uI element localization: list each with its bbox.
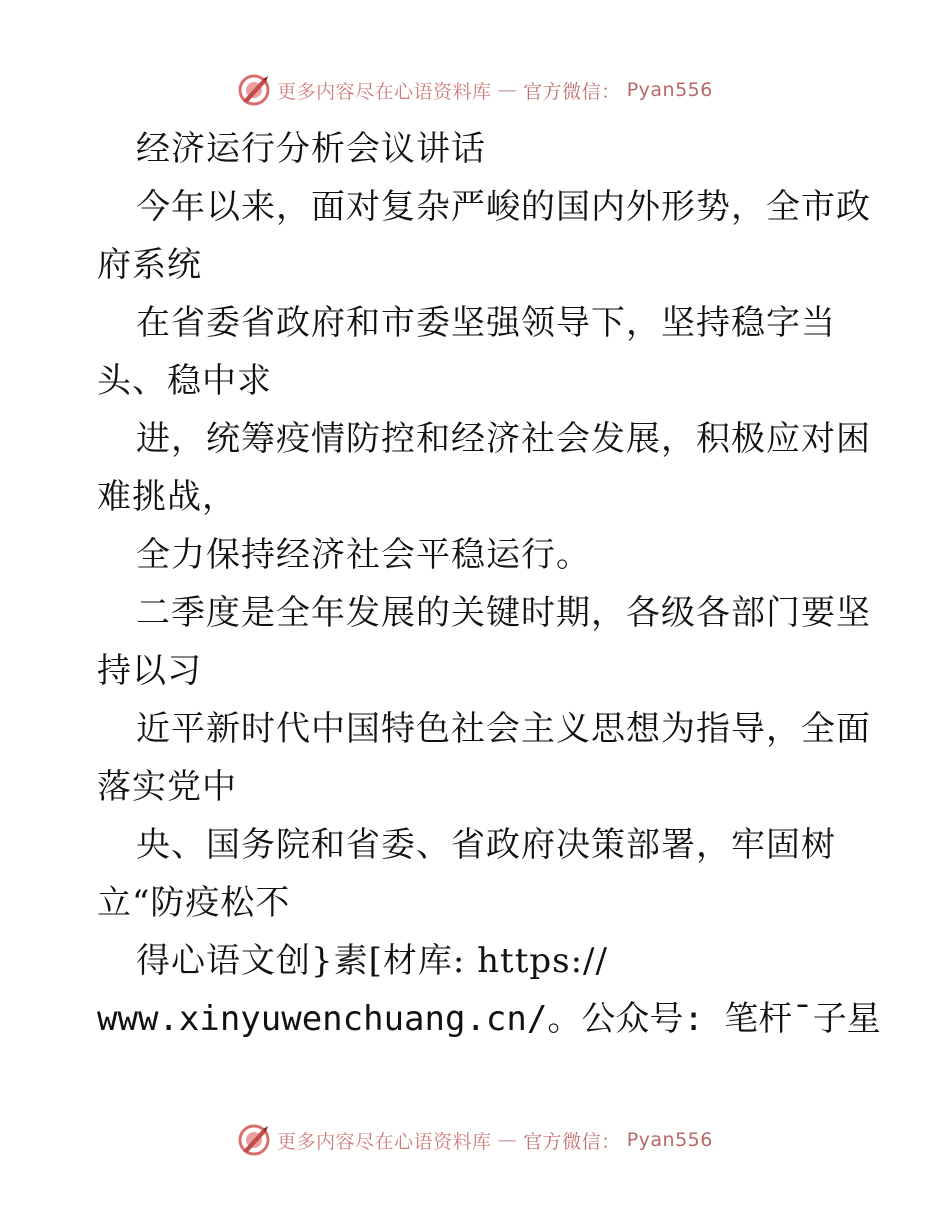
paragraph-line: 央、国务院和省委、省政府决策部署，牢固树 (136, 825, 836, 865)
quill-seal-icon (237, 73, 271, 107)
paragraph-line: 难挑战， (97, 477, 237, 517)
paragraph-line: 落实党中 (97, 767, 237, 807)
paragraph-line: 得心语文创}素[材库: https:// (136, 941, 608, 981)
watermark-contact-label: 官方微信： (523, 1130, 621, 1153)
watermark-main-text: 更多内容尽在心语资料库 (277, 80, 492, 103)
paragraph-line: 在省委省政府和市委坚强领导下，坚持稳字当 (136, 303, 836, 343)
watermark-contact-id: Pyan556 (626, 79, 713, 101)
paragraph-line: 今年以来，面对复杂严峻的国内外形势，全市政 (136, 187, 871, 227)
watermark-contact-label: 官方微信： (523, 80, 621, 103)
paragraph-line: 近平新时代中国特色社会主义思想为指导，全面 (136, 709, 871, 749)
paragraph-line: 进，统筹疫情防控和经济社会发展，积极应对困 (136, 419, 871, 459)
paragraph-line: www.xinyuwenchuang.cn/。公众号: 笔杆¯子星 (97, 999, 881, 1039)
document-title: 经济运行分析会议讲话 (136, 129, 486, 169)
paragraph-line: 府系统 (97, 245, 202, 285)
quill-seal-icon (237, 1123, 271, 1157)
paragraph-line: 二季度是全年发展的关键时期，各级各部门要坚 (136, 593, 871, 633)
paragraph-line: 持以习 (97, 651, 202, 691)
paragraph-line: 立“防疫松不 (97, 883, 291, 923)
header-watermark (0, 68, 950, 112)
watermark-contact-id: Pyan556 (626, 1129, 713, 1151)
watermark-separator: — (497, 1129, 518, 1151)
watermark-separator: — (497, 79, 518, 101)
paragraph-line: 全力保持经济社会平稳运行。 (136, 535, 591, 575)
paragraph-line: 头、稳中求 (97, 361, 272, 401)
footer-watermark (0, 1118, 950, 1162)
watermark-main-text: 更多内容尽在心语资料库 (277, 1130, 492, 1153)
